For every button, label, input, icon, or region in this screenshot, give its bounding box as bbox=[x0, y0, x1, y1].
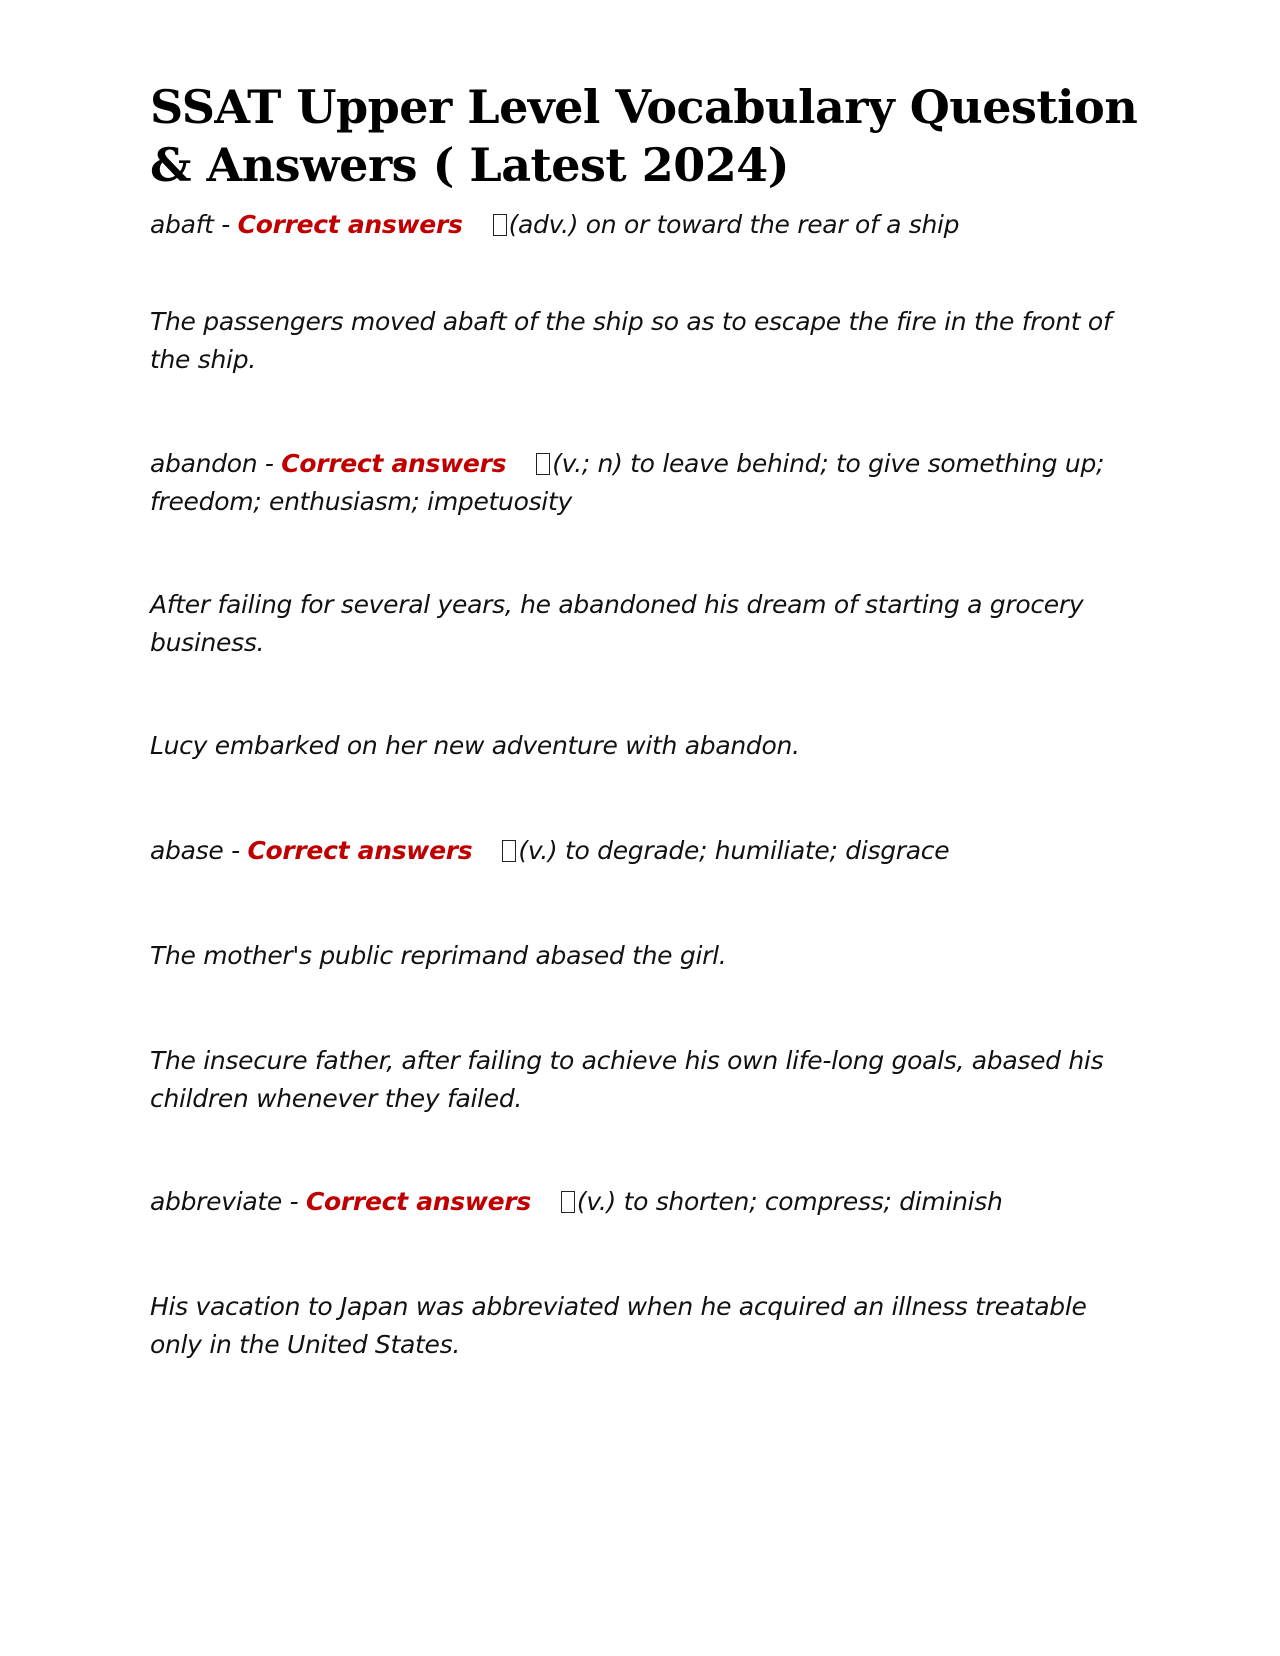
entry-term-line bbox=[150, 445, 1130, 521]
entry-term: abandon bbox=[150, 449, 258, 478]
entry-example: After failing for several years, he abandoned his dream of starting a grocery business. bbox=[150, 590, 1084, 657]
separator: - bbox=[223, 836, 248, 865]
entry-example: His vacation to Japan was abbreviated when he acquired an illness treatable only in the United States. bbox=[150, 1292, 1087, 1359]
entry-term-line bbox=[150, 1183, 1130, 1221]
document-title: SSAT Upper Level Vocabulary Question & Answers ( Latest 2024) bbox=[150, 80, 1138, 192]
entry-term-line bbox=[150, 206, 1130, 244]
entry-term-line bbox=[150, 832, 1130, 870]
entry-example: The mother's public reprimand abased the girl. bbox=[150, 941, 727, 970]
correct-answers-label: Correct answers bbox=[281, 449, 507, 478]
missing-glyph-box-icon bbox=[493, 214, 507, 236]
entry-term: abbreviate bbox=[150, 1187, 282, 1216]
entry-definition: (adv.) on or toward the rear of a ship bbox=[508, 210, 960, 239]
entry-example: Lucy embarked on her new adventure with abandon. bbox=[150, 731, 800, 760]
entry-example: The insecure father, after failing to achieve his own life-long goals, abased his children whenever they failed. bbox=[150, 1046, 1104, 1113]
entry-definition: (v.; n) to leave behind; to give something up; freedom; enthusiasm; impetuosity bbox=[150, 449, 1105, 516]
correct-answers-label: Correct answers bbox=[237, 210, 463, 239]
entry-term: abaft bbox=[150, 210, 214, 239]
missing-glyph-box-icon bbox=[536, 453, 550, 475]
separator: - bbox=[281, 1187, 306, 1216]
separator: - bbox=[213, 210, 238, 239]
missing-glyph-box-icon bbox=[502, 840, 516, 862]
entry-term: abase bbox=[150, 836, 224, 865]
correct-answers-label: Correct answers bbox=[247, 836, 473, 865]
entry-definition: (v.) to shorten; compress; diminish bbox=[576, 1187, 1003, 1216]
correct-answers-label: Correct answers bbox=[305, 1187, 531, 1216]
entry-example: The passengers moved abaft of the ship so as to escape the fire in the front of the ship. bbox=[150, 307, 1112, 374]
missing-glyph-box-icon bbox=[561, 1191, 575, 1213]
separator: - bbox=[257, 449, 282, 478]
entry-definition: (v.) to degrade; humiliate; disgrace bbox=[518, 836, 950, 865]
